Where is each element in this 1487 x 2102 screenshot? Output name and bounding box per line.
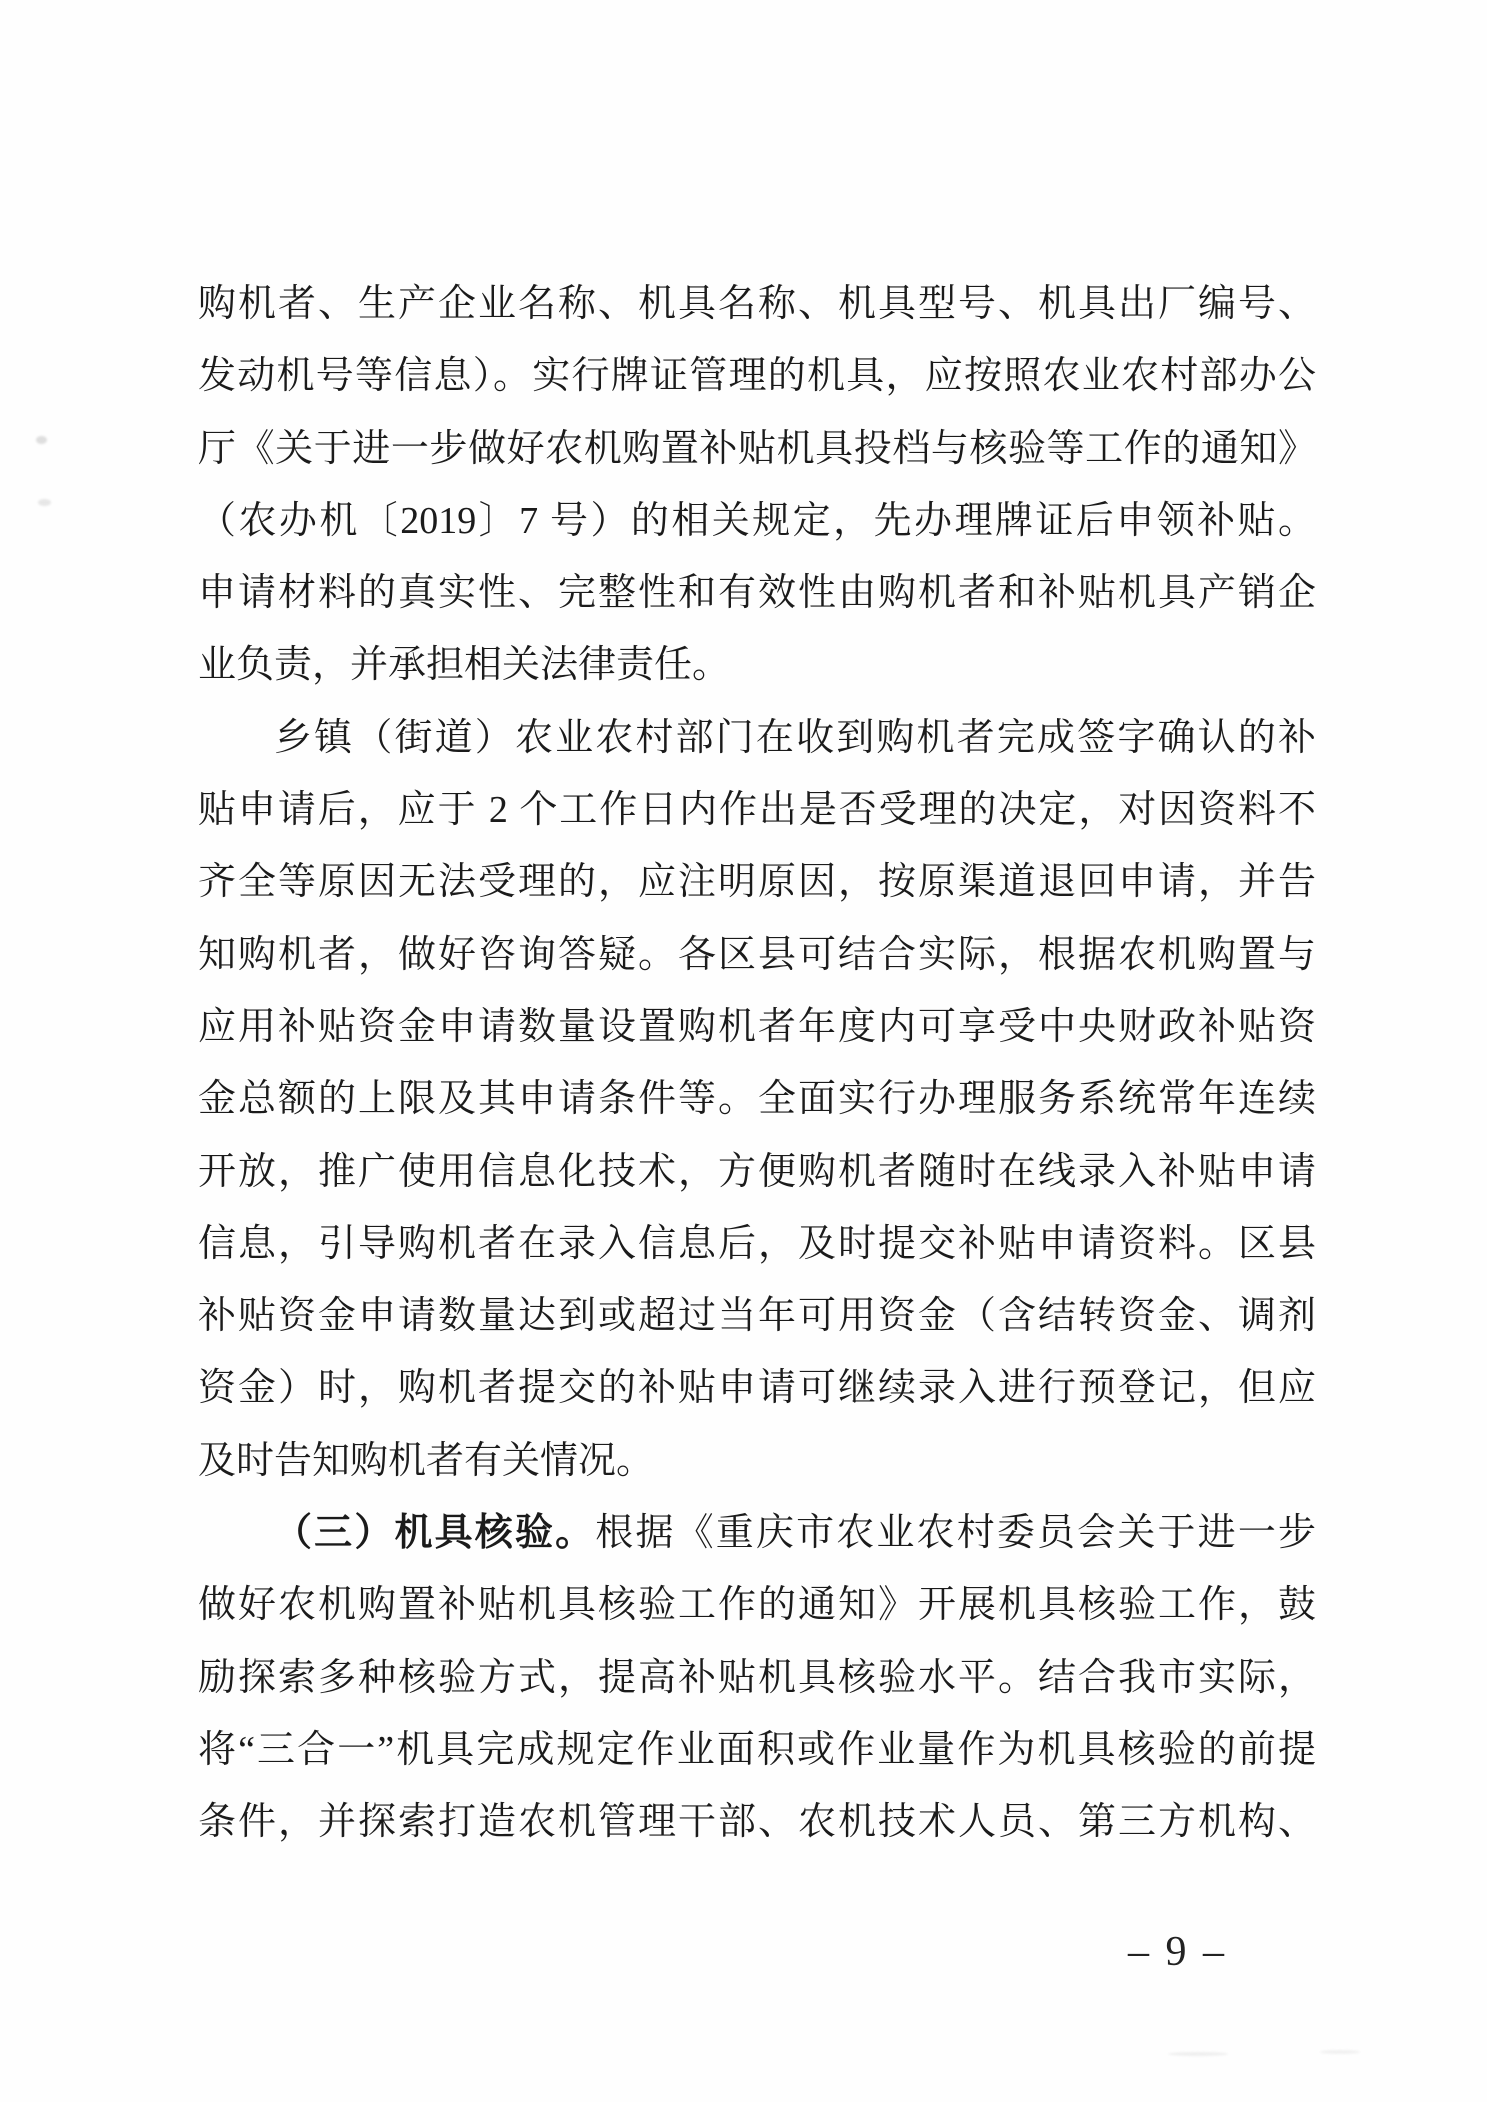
text-line bbox=[198, 629, 1316, 701]
scan-artifact-speck bbox=[1168, 2052, 1228, 2056]
text-run: 发动机号等信息）。实行牌证管理的机具，应按照农业农村部办公 bbox=[198, 355, 1316, 398]
text-line bbox=[198, 1136, 1316, 1208]
page-number: – 9 – bbox=[1128, 1929, 1227, 1975]
text-line bbox=[198, 413, 1316, 485]
text-line bbox=[198, 702, 1316, 774]
text-run: 做好农机购置补贴机具核验工作的通知》开展机具核验工作，鼓 bbox=[198, 1584, 1316, 1627]
text-line bbox=[198, 1786, 1316, 1858]
text-run: 条件，并探索打造农机管理干部、农机技术人员、第三方机构、 bbox=[198, 1801, 1316, 1844]
text-run: 贴申请后，应于 2 个工作日内作出是否受理的决定，对因资料不 bbox=[198, 789, 1316, 832]
text-run: 申请材料的真实性、完整性和有效性由购机者和补贴机具产销企 bbox=[198, 572, 1316, 615]
text-line bbox=[198, 1569, 1316, 1641]
text-line bbox=[198, 1208, 1316, 1280]
scan-artifact-speck bbox=[38, 499, 51, 506]
text-run: 补贴资金申请数量达到或超过当年可用资金（含结转资金、调剂 bbox=[198, 1295, 1316, 1338]
text-line bbox=[198, 1280, 1316, 1352]
text-run: 乡镇（街道）农业农村部门在收到购机者完成签字确认的补 bbox=[274, 716, 1316, 759]
text-run: 购机者、生产企业名称、机具名称、机具型号、机具出厂编号、 bbox=[198, 283, 1316, 325]
text-run: （农办机〔2019〕7 号）的相关规定，先办理牌证后申领补贴。 bbox=[198, 499, 1316, 542]
text-run: 开放，推广使用信息化技术，方便购机者随时在线录入补贴申请 bbox=[198, 1150, 1316, 1193]
text-line bbox=[198, 919, 1316, 991]
text-run: 知购机者，做好咨询答疑。各区县可结合实际，根据农机购置与 bbox=[198, 933, 1316, 976]
text-run: 将“三合一”机具完成规定作业面积或作业量作为机具核验的前提 bbox=[198, 1728, 1316, 1771]
scan-artifact-speck bbox=[36, 436, 47, 444]
text-run: 金总额的上限及其申请条件等。全面实行办理服务系统常年连续 bbox=[198, 1078, 1316, 1121]
text-line bbox=[198, 1497, 1316, 1569]
text-line bbox=[198, 1063, 1316, 1135]
text-line bbox=[198, 268, 1316, 340]
text-run: 应用补贴资金申请数量设置购机者年度内可享受中央财政补贴资 bbox=[198, 1005, 1316, 1048]
text-line bbox=[198, 557, 1316, 629]
text-line bbox=[198, 340, 1316, 412]
text-run: 信息，引导购机者在录入信息后，及时提交补贴申请资料。区县 bbox=[198, 1222, 1316, 1265]
text-line bbox=[198, 774, 1316, 846]
text-run: 齐全等原因无法受理的，应注明原因，按原渠道退回申请，并告 bbox=[198, 861, 1316, 904]
text-line bbox=[198, 1714, 1316, 1786]
text-line bbox=[198, 846, 1316, 918]
text-line bbox=[198, 485, 1316, 557]
text-run: 资金）时，购机者提交的补贴申请可继续录入进行预登记，但应 bbox=[198, 1367, 1316, 1410]
text-line bbox=[198, 1352, 1316, 1424]
text-run: 业负责，并承担相关法律责任。 bbox=[198, 644, 731, 687]
text-run: 及时告知购机者有关情况。 bbox=[198, 1439, 655, 1482]
text-run: 根据《重庆市农业农村委员会关于进一步 bbox=[595, 1512, 1316, 1555]
text-run: 厅《关于进一步做好农机购置补贴机具投档与核验等工作的通知》 bbox=[198, 427, 1316, 470]
bold-heading-run: （三）机具核验。 bbox=[274, 1512, 596, 1555]
text-line bbox=[198, 991, 1316, 1063]
text-line bbox=[198, 1425, 1316, 1497]
text-run: 励探索多种核验方式，提高补贴机具核验水平。结合我市实际， bbox=[198, 1656, 1316, 1699]
scan-artifact-speck bbox=[1320, 2050, 1360, 2054]
document-text-block bbox=[198, 268, 1316, 1859]
text-line bbox=[198, 1642, 1316, 1714]
